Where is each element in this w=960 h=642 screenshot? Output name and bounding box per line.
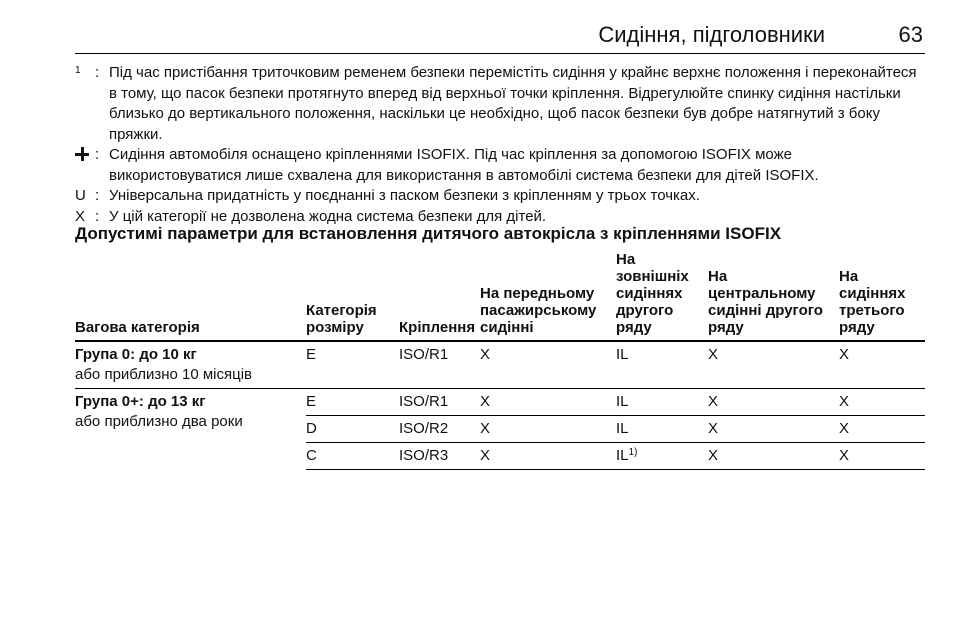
note-key: X [75, 207, 86, 225]
front-cell: X [480, 393, 491, 410]
note-footnote-1: $^1$ : Під час пристібання триточковим ременем безпеки перемістіть сидіння у крайнє верхнє положення і переконайтеся в тому, що пасок безпеки протягнуто вперед від верхньої точки кріплення. Відрегулюйте спинку сидіння настільки близько до вертикального положення, наскільки це необхідно, щоб пасок безпеки був добре натягнутий з боку пряжки. [75, 63, 925, 145]
table-row [306, 389, 925, 416]
header-outer-second-row: На зовнішніх сидіннях другого ряду [616, 251, 689, 336]
note-text: Універсальна придатність у поєднанні з паском безпеки з кріпленням у трьох точках. [109, 187, 700, 204]
fixture-cell: ISO/R1 [399, 346, 449, 363]
center-second-row-cell: X [708, 447, 719, 464]
table-row [75, 342, 925, 368]
header-center-second-row: На центральному сидінні другого ряду [708, 268, 823, 336]
header-third-row: На сидіннях третього ряду [839, 268, 906, 336]
isofix-table [75, 252, 925, 467]
front-cell: X [480, 420, 491, 437]
notes-list [75, 63, 925, 227]
note-text: Сидіння автомобіля оснащено кріпленнями ISOFIX. Під час кріплення за допомогою ISOFIX може використовуватися лише схвалена для використання в автомобілі система безпеки для дітей ISOFIX. [109, 146, 819, 184]
header-rule [75, 53, 925, 54]
group-subname: або приблизно 10 місяців [75, 366, 253, 383]
size-cell: E [306, 393, 317, 410]
fixture-cell: ISO/R3 [399, 447, 449, 464]
note-key: U [75, 187, 86, 204]
note-text: У цій категорії не дозволена жодна система безпеки для дітей. [109, 207, 547, 225]
size-cell: E [306, 346, 317, 363]
header-fixture: Кріплення [399, 319, 476, 336]
group-name: Група 0: до 10 кг [75, 346, 197, 363]
section-title: Допустимі параметри для встановлення дитячого автокрісла з кріпленнями ISOFIX [75, 224, 782, 243]
outer-second-row-cell: IL [616, 393, 629, 410]
footnote-marker: 1 [75, 65, 81, 76]
group-subname: або приблизно два роки [75, 413, 243, 430]
note-x: X : У цій категорії не дозволена жодна система безпеки для дітей. [75, 207, 925, 228]
outer-second-row-cell: IL [616, 420, 629, 437]
footnote-ref: 1) [628, 447, 638, 458]
table-group [75, 342, 925, 389]
front-cell: X [480, 447, 491, 464]
page-number: 63 [898, 22, 923, 47]
fixture-cell: ISO/R2 [399, 420, 449, 437]
size-cell: D [306, 420, 317, 437]
center-second-row-cell: X [708, 346, 719, 363]
outer-second-row-cell: IL$^{1)}$ [616, 447, 638, 464]
note-isofix: : Сидіння автомобіля оснащено кріпленнями ISOFIX. Під час кріплення за допомогою ISOFIX може використовуватися лише схвалена для використання в автомобілі система безпеки для дітей ISOFIX. [75, 145, 925, 186]
header-size-category: Категорія розміру [306, 302, 377, 336]
table-header-row [75, 252, 925, 342]
outer-second-row-cell: IL [616, 346, 629, 363]
table-group [75, 389, 925, 467]
cross-icon [75, 147, 89, 161]
front-cell: X [480, 346, 491, 363]
table-row [306, 416, 925, 442]
third-row-cell: X [839, 346, 850, 363]
center-second-row-cell: X [708, 420, 719, 437]
size-cell: C [306, 447, 317, 464]
center-second-row-cell: X [708, 393, 719, 410]
table-row [306, 442, 925, 470]
fixture-cell: ISO/R1 [399, 393, 449, 410]
third-row-cell: X [839, 447, 850, 464]
note-text: Під час пристібання триточковим ременем безпеки перемістіть сидіння у крайнє верхнє положення і переконайтеся в тому, що пасок безпеки протягнуто вперед від верхньої точки кріплення. Відрегулюйте спинку сидіння настільки близько до вертикального положення, наскільки це необхідно, щоб пасок безпеки був добре натягнутий з боку пряжки. [109, 64, 917, 143]
group-name: Група 0+: до 13 кг [75, 393, 206, 410]
page-header [75, 16, 925, 54]
third-row-cell: X [839, 420, 850, 437]
third-row-cell: X [839, 393, 850, 410]
note-u: U : Універсальна придатність у поєднанні з паском безпеки з кріпленням у трьох точках. [75, 186, 925, 207]
header-weight-category: Вагова категорія [75, 319, 200, 336]
page-title: Сидіння, підголовники [598, 22, 825, 47]
header-front-passenger: На передньому пасажирському сидінні [480, 285, 597, 336]
